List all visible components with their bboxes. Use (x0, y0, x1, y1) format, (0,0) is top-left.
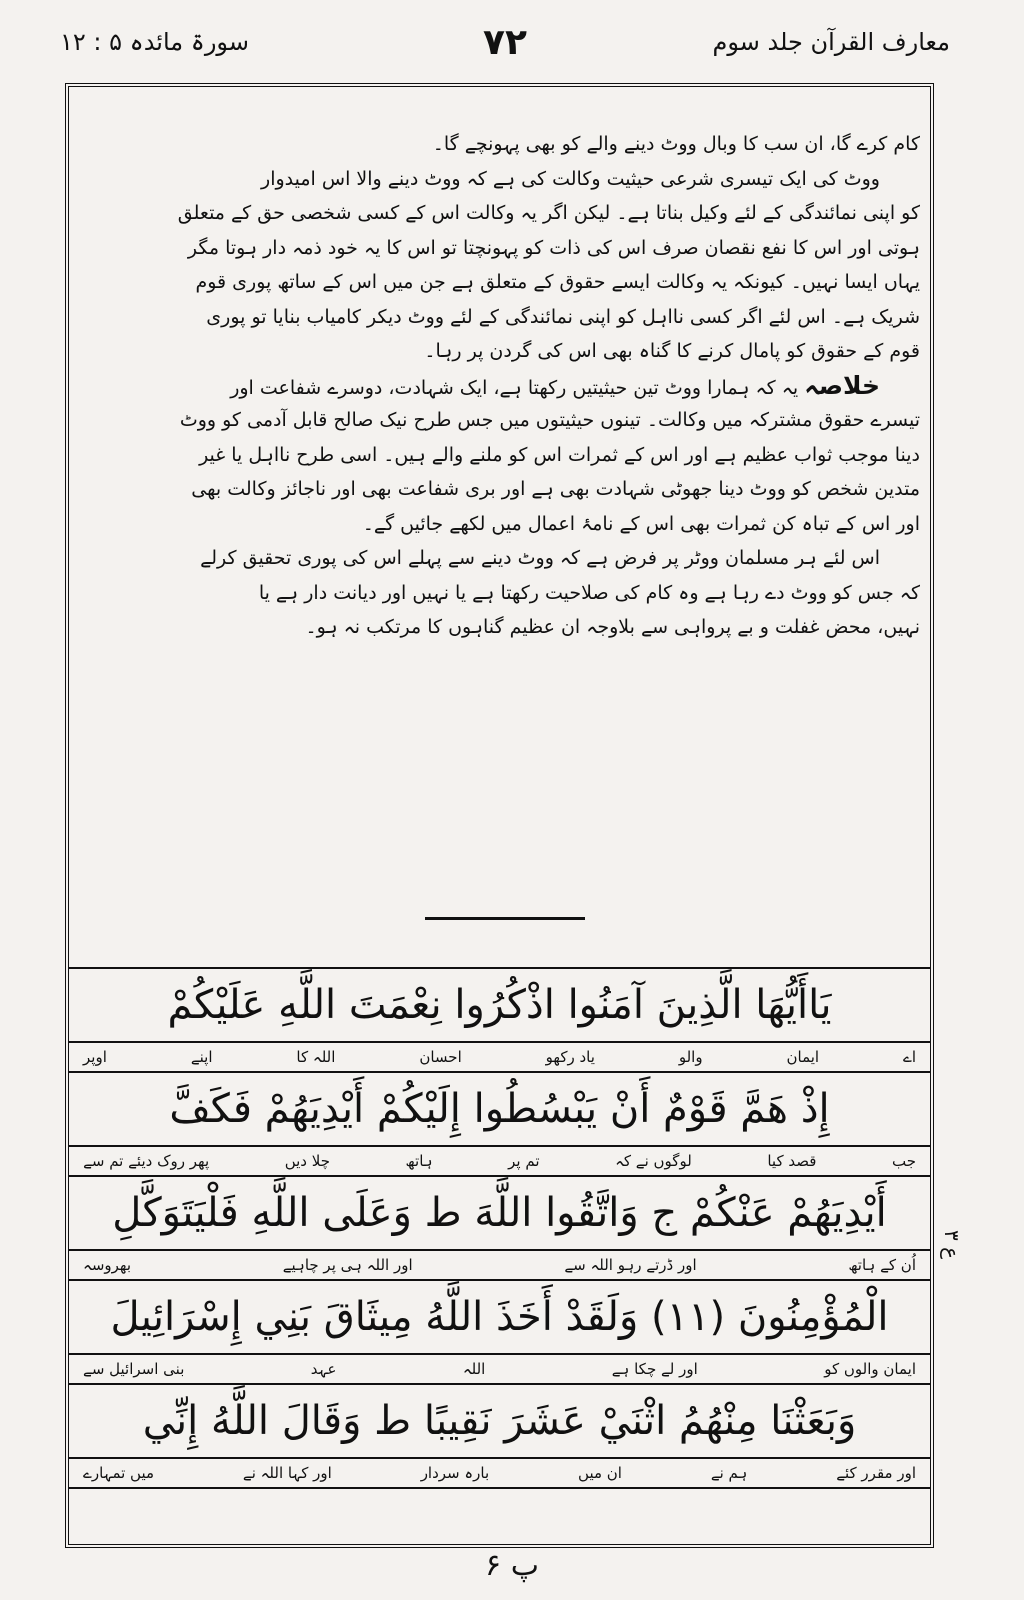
translation-word: اے (903, 1048, 916, 1066)
prose-line: یہاں ایسا نہیں۔ کیونکہ یہ وکالت ایسے حقوق کے متعلق ہے جن میں اس کے ساتھ پوری قوم (195, 271, 920, 293)
prose-line: ہوتی اور اس کا نفع نقصان صرف اس کی ذات کو پہونچتا تو اس کا یہ خود ذمہ دار ہوتا مگر (187, 236, 920, 259)
prose-line: تیسرے حقوق مشترکہ میں وکالت۔ تینوں حیثیتوں میں جس طرح نیک صالح قابل آدمی کو ووٹ (179, 409, 920, 431)
prose-line: کہ جس کو ووٹ دے رہا ہے وہ کام کی صلاحیت رکھتا ہے یا نہیں اور دیانت دار ہے یا (258, 581, 920, 604)
translation-word: تم پر (508, 1152, 540, 1170)
translation-word: بارہ سردار (420, 1464, 490, 1482)
translation-word: میں تمہارے (83, 1464, 155, 1482)
prose-line: کام کرے گا، ان سب کا وبال ووٹ دینے والے کو بھی پہونچے گا۔ (432, 133, 920, 155)
arabic-verse-line: الْمُؤْمِنُونَ (۱۱) وَلَقَدْ أَخَذَ اللَّهُ مِيثَاقَ بَنِي إِسْرَائِيلَ (69, 1281, 930, 1355)
word-translation-line (69, 1459, 930, 1489)
translation-word: چلا دیں (284, 1152, 330, 1170)
prose-line (79, 369, 920, 404)
translation-word: اور مقرر کئے (836, 1464, 916, 1482)
prose-line: اور اس کے تباہ کن ثمرات بھی اس کے نامۂ اعمال میں لکھے جائیں گے۔ (362, 512, 920, 535)
translation-word: بھروسہ (83, 1256, 131, 1274)
section-divider (425, 917, 585, 920)
commentary-text (79, 127, 920, 645)
prose-line: قوم کے حقوق کو پامال کرنے کا گناہ بھی اس کی گردن پر رہا۔ (424, 340, 920, 362)
translation-word: جب (891, 1152, 916, 1170)
translation-word: اوپر (83, 1048, 107, 1066)
arabic-verse-line: إِذْ هَمَّ قَوْمٌ أَنْ يَبْسُطُوا إِلَيْكُمْ أَيْدِيَهُمْ فَكَفَّ (69, 1073, 930, 1147)
translation-word: پھر روک دیئے تم سے (83, 1152, 210, 1170)
word-translation-line (69, 1043, 930, 1073)
arabic-verse-line: يَاأَيُّهَا الَّذِينَ آمَنُوا اذْكُرُوا نِعْمَتَ اللَّهِ عَلَيْكُمْ (69, 969, 930, 1043)
translation-word: اُن کے ہاتھ (848, 1256, 916, 1274)
prose-line: دینا موجب ثواب عظیم ہے اور اس کے ثمرات اس کو ملنے والے ہیں۔ اسی طرح نااہل یا غیر (199, 443, 920, 466)
surah-reference: سورۃ مائدہ ۵ : ۱۲ (60, 28, 249, 56)
translation-word: والو (678, 1048, 703, 1066)
prose-line-text: یہ کہ ہمارا ووٹ تین حیثیتیں رکھتا ہے، ایک شہادت، دوسرے شفاعت اور (230, 376, 799, 399)
page-frame (65, 83, 934, 1548)
prose-line: کو اپنی نمائندگی کے لئے وکیل بناتا ہے۔ لیکن اگر یہ وکالت اس کے کسی شخصی حق کے متعلق (177, 202, 920, 224)
translation-word: اور اللہ ہی پر چاہیے (282, 1256, 413, 1274)
prose-line: اس لئے ہر مسلمان ووٹر پر فرض ہے کہ ووٹ دینے سے پہلے اس کی پوری تحقیق کرلے (200, 547, 880, 569)
prose-line: ووٹ کی ایک تیسری شرعی حیثیت وکالت کی ہے کہ ووٹ دینے والا اس امیدوار (261, 167, 880, 190)
word-translation-line (69, 1355, 930, 1385)
translation-word: عہد (310, 1360, 337, 1378)
ruku-marker: ع ۳ (940, 1230, 964, 1260)
arabic-verse-line: أَيْدِيَهُمْ عَنْكُمْ ج وَاتَّقُوا اللَّهَ ط وَعَلَى اللَّهِ فَلْيَتَوَكَّلِ (69, 1177, 930, 1251)
translation-word: یاد رکھو (545, 1048, 595, 1066)
book-title: معارف القرآن جلد سوم (712, 28, 950, 56)
translation-word: اپنے (190, 1048, 213, 1066)
translation-word: ان میں (578, 1464, 622, 1482)
page-header (60, 22, 950, 72)
page-number: ۷۲ (483, 22, 527, 63)
translation-word: ہاتھ (405, 1152, 433, 1170)
translation-word: اور کہا اللہ نے (242, 1464, 332, 1482)
word-translation-line (69, 1251, 930, 1281)
translation-word: ہم نے (710, 1464, 748, 1482)
translation-word: بنی اسرائیل سے (83, 1360, 185, 1378)
translation-word: اور لے چکا ہے (611, 1360, 698, 1378)
translation-word: ایمان والوں کو (824, 1360, 916, 1378)
translation-word: اللہ (462, 1360, 486, 1378)
verse-table (69, 967, 930, 1489)
translation-word: ایمان (786, 1048, 820, 1066)
translation-word: لوگوں نے کہ (615, 1152, 692, 1170)
translation-word: اور ڈرتے رہو اللہ سے (564, 1256, 697, 1274)
translation-word: قصد کیا (767, 1152, 817, 1170)
para-marker: پ ۶ (485, 1548, 539, 1583)
translation-word: اللہ کا (296, 1048, 336, 1066)
prose-line: شریک ہے۔ اس لئے اگر کسی نااہل کو اپنی نمائندگی کے لئے ووٹ دیکر کامیاب بنایا تو پوری (206, 305, 920, 328)
arabic-verse-line: وَبَعَثْنَا مِنْهُمُ اثْنَيْ عَشَرَ نَقِيبًا ط وَقَالَ اللَّهُ إِنِّي (69, 1385, 930, 1459)
word-translation-line (69, 1147, 930, 1177)
translation-word: احسان (419, 1048, 462, 1066)
summary-keyword: خلاصہ (804, 370, 880, 400)
prose-line: نہیں، محض غفلت و بے پرواہی سے بلاوجہ ان عظیم گناہوں کا مرتکب نہ ہو۔ (305, 616, 920, 638)
prose-line: متدین شخص کو ووٹ دینا جھوٹی شہادت بھی ہے اور بری شفاعت بھی اور ناجائز وکالت بھی (191, 478, 920, 500)
